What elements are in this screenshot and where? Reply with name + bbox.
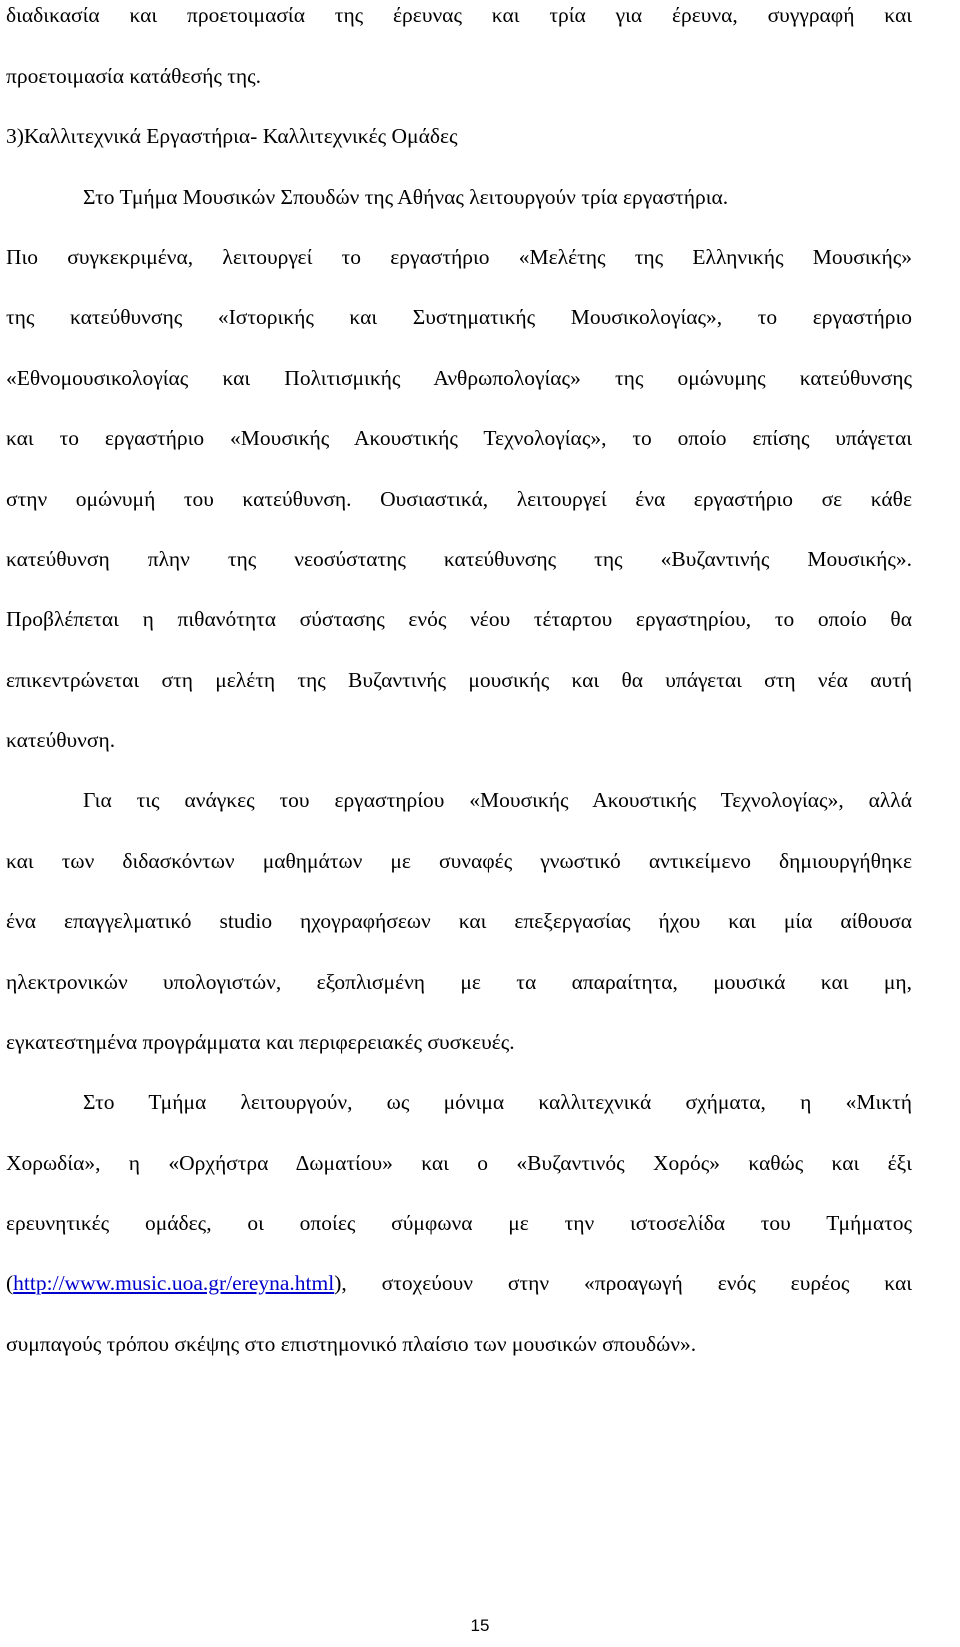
text-line: κατεύθυνση.: [6, 728, 116, 752]
paragraph-first-line: Στο Τμήμα Μουσικών Σπουδών της Αθήνας λειτουργούν τρία εργαστήρια.: [83, 185, 729, 209]
text-line: Χορωδία», η «Ορχήστρα Δωματίου» και ο «Βυζαντινός Χορός» καθώς και έξι: [6, 1151, 912, 1175]
text-line: και το εργαστήριο «Μουσικής Ακουστικής Τεχνολογίας», το οποίο επίσης υπάγεται: [6, 426, 912, 450]
link-line-rest: ), στοχεύουν στην «προαγωγή ενός ευρέος και: [334, 1271, 912, 1295]
text-line: και των διδασκόντων μαθημάτων με συναφές γνωστικό αντικείμενο δημιουργήθηκε: [6, 849, 912, 873]
section-heading: 3)Καλλιτεχνικά Εργαστήρια- Καλλιτεχνικές Ομάδες: [6, 124, 458, 148]
text-line: διαδικασία και προετοιμασία της έρευνας και τρία για έρευνα, συγγραφή και: [6, 3, 912, 27]
text-line: ερευνητικές ομάδες, οι οποίες σύμφωνα με την ιστοσελίδα του Τμήματος: [6, 1211, 912, 1235]
text-line: Πιο συγκεκριμένα, λειτουργεί το εργαστήριο «Μελέτης της Ελληνικής Μουσικής»: [6, 245, 912, 269]
text-line: ένα επαγγελματικό studio ηχογραφήσεων και επεξεργασίας ήχου και μία αίθουσα: [6, 909, 912, 933]
text-line: Προβλέπεται η πιθανότητα σύστασης ενός νέου τέταρτου εργαστηρίου, το οποίο θα: [6, 607, 912, 631]
open-paren: (: [6, 1271, 14, 1295]
page-number: 15: [470, 1616, 490, 1635]
text-line: ηλεκτρονικών υπολογιστών, εξοπλισμένη με τα απαραίτητα, μουσικά και μη,: [6, 970, 912, 994]
ereyna-link[interactable]: http://www.music.uoa.gr/ereyna.html: [13, 1271, 335, 1295]
paragraph-first-line: Στο Τμήμα λειτουργούν, ως μόνιμα καλλιτεχνικά σχήματα, η «Μικτή: [83, 1090, 912, 1114]
text-line: κατεύθυνση πλην της νεοσύστατης κατεύθυνσης της «Βυζαντινής Μουσικής».: [6, 547, 912, 571]
text-line: εγκατεστημένα προγράμματα και περιφερειακές συσκευές.: [6, 1030, 515, 1054]
text-line: της κατεύθυνσης «Ιστορικής και Συστηματικής Μουσικολογίας», το εργαστήριο: [6, 305, 912, 329]
text-line-with-link: [6, 1268, 912, 1298]
text-line: στην ομώνυμή του κατεύθυνση. Ουσιαστικά, λειτουργεί ένα εργαστήριο σε κάθε: [6, 487, 912, 511]
text-line: επικεντρώνεται στη μελέτη της Βυζαντινής μουσικής και θα υπάγεται στη νέα αυτή: [6, 668, 912, 692]
text-line: προετοιμασία κατάθεσής της.: [6, 64, 261, 88]
text-line: «Εθνομουσικολογίας και Πολιτισμικής Ανθρωπολογίας» της ομώνυμης κατεύθυνσης: [6, 366, 912, 390]
paragraph-first-line: Για τις ανάγκες του εργαστηρίου «Μουσικής Ακουστικής Τεχνολογίας», αλλά: [83, 788, 912, 812]
text-line: συμπαγούς τρόπου σκέψης στο επιστημονικό πλαίσιο των μουσικών σπουδών».: [6, 1332, 697, 1356]
